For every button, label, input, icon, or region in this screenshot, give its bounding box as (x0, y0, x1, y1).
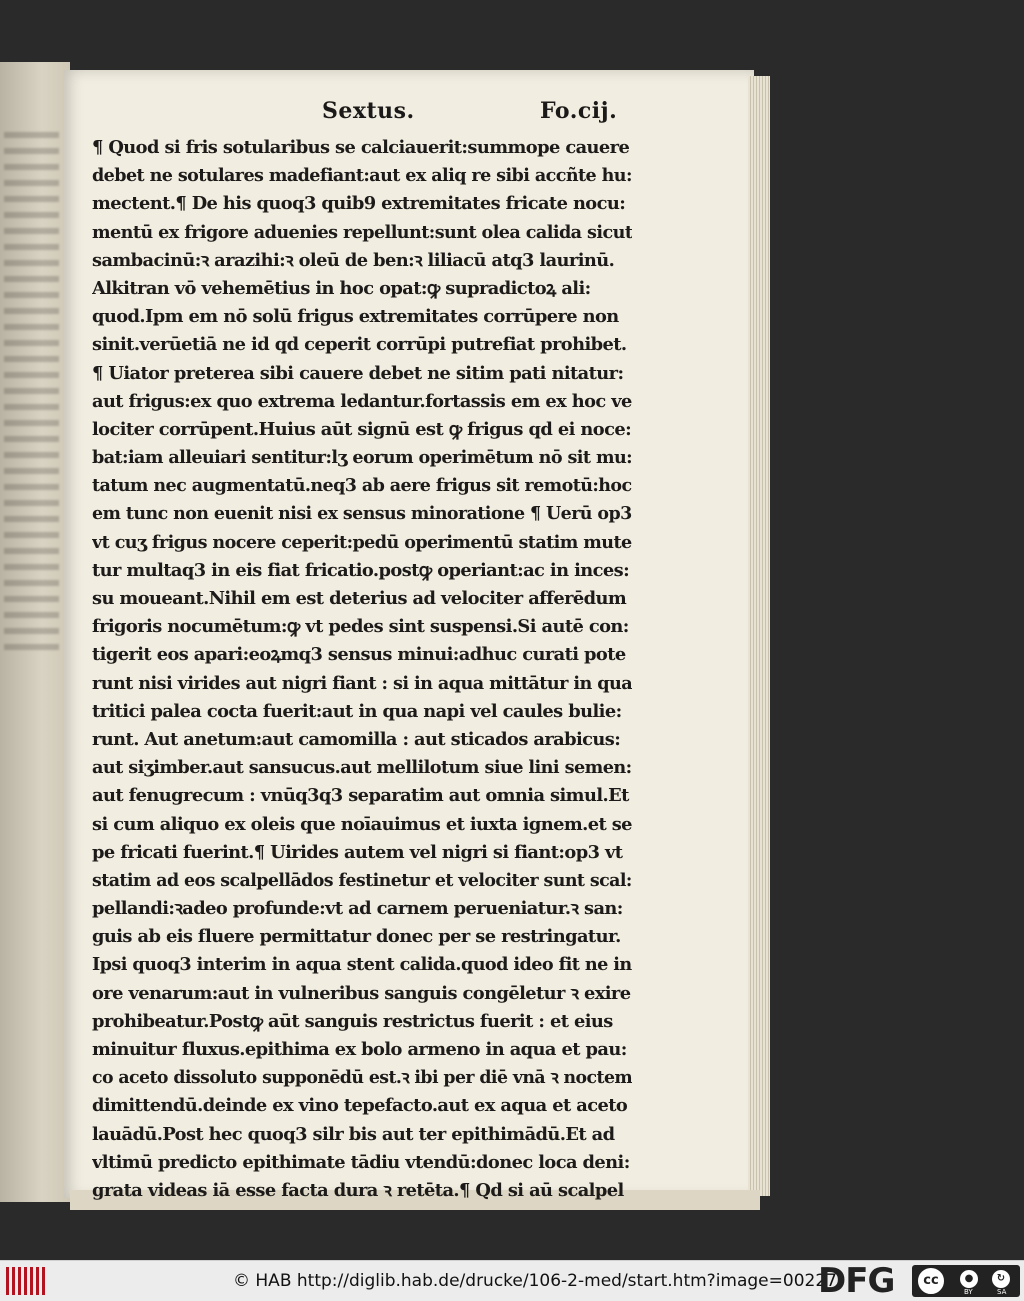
text-line: prohibeatur.Postꝙ aūt sanguis restrictus fuerit : et eius (92, 1010, 613, 1032)
cc-sa-label: SA (997, 1288, 1007, 1296)
text-line: aut frigus:ex quo extrema ledantur.fortassis em ex hoc ve (92, 390, 632, 412)
text-line: ¶ Uiator preterea sibi cauere debet ne sitim pati nitatur: (92, 362, 624, 384)
cc-icon: cc (916, 1266, 946, 1296)
copyright-link[interactable]: © HAB http://diglib.hab.de/drucke/106-2-med/start.htm?image=00227 (233, 1271, 837, 1291)
text-line: guis ab eis fluere permittatur donec per se restringatur. (92, 926, 621, 948)
text-line: Alkitran vō vehemētius in hoc opat:ꝙ supradictoꝝ ali: (92, 277, 591, 299)
dfg-logo[interactable]: DFG (818, 1261, 895, 1301)
text-line: runt nisi virides aut nigri fiant : si in aqua mittātur in qua (92, 672, 632, 694)
share-alike-icon: ↻ (990, 1268, 1012, 1290)
text-line: em tunc non euenit nisi ex sensus minoratione ¶ Uerū op3 (92, 503, 632, 525)
text-block (92, 134, 637, 1205)
text-line: tur multaq3 in eis fiat fricatio.postꝙ operiant:ac in inces: (92, 559, 630, 581)
text-line: statim ad eos scalpellādos festinetur et velociter sunt scal: (92, 869, 632, 891)
hab-logo[interactable] (6, 1267, 46, 1295)
text-line: vt cuʒ frigus nocere ceperit:pedū operimentū statim mute (92, 531, 632, 553)
facing-page-bleed-through (4, 132, 59, 652)
cc-by-label: BY (964, 1288, 973, 1296)
text-line: pe fricati fuerint.¶ Uirides autem vel nigri si fiant:op3 vt (92, 841, 623, 863)
cc-license-badge[interactable] (912, 1265, 1020, 1297)
text-line: mectent.¶ De his quoq3 quib9 extremitates fricate nocu: (92, 193, 626, 215)
text-line: tigerit eos apari:eoꝝmq3 sensus minui:adhuc curati pote (92, 644, 626, 666)
text-line: pellandi:ꝛadeo profunde:vt ad carnem perueniatur.ꝛ san: (92, 898, 623, 920)
running-head: Sextus. (322, 98, 415, 124)
text-line: bat:iam alleuiari sentitur:lʒ eorum operimētum nō sit mu: (92, 447, 632, 469)
text-line: co aceto dissoluto supponēdū est.ꝛ ibi per diē vnā ꝛ noctem (92, 1067, 632, 1089)
text-line: sinit.verūetiā ne id qd ceperit corrūpi putrefiat prohibet. (92, 334, 627, 356)
text-line: vltimū predicto epithimate tādiu vtendū:donec loca deni: (92, 1151, 630, 1173)
text-line: Ipsi quoq3 interim in aqua stent calida.quod ideo fit ne in (92, 954, 632, 976)
text-line: grata videas iā esse facta dura ꝛ retēta.¶ Qd si aū scalpel (92, 1179, 624, 1201)
viewer-footer (0, 1260, 1024, 1301)
text-line: aut siʒimber.aut sansucus.aut mellilotum siue lini semen: (92, 757, 632, 779)
facing-page-edge (0, 62, 70, 1202)
text-line: tritici palea cocta fuerit:aut in qua napi vel caules bulie: (92, 700, 622, 722)
text-line: debet ne sotulares madefiant:aut ex aliq re sibi accñte hu: (92, 165, 632, 187)
text-line: sambacinū:ꝛ arazihi:ꝛ oleū de ben:ꝛ liliacū atq3 laurinū. (92, 249, 615, 271)
text-line: ¶ Quod si fris sotularibus se calciauerit:summope cauere (92, 137, 630, 158)
text-line: frigoris nocumētum:ꝙ vt pedes sint suspensi.Si autē con: (92, 616, 629, 638)
text-line: tatum nec augmentatū.neq3 ab aere frigus sit remotū:hoc (92, 475, 632, 497)
text-line: su moueant.Nihil em est deterius ad velociter afferēdum (92, 588, 627, 609)
page-stack-edge (748, 76, 770, 1196)
text-line: quod.Ipm em nō solū frigus extremitates corrūpere non (92, 306, 619, 328)
folio-number: Fo.cij. (540, 98, 618, 124)
text-line: dimittendū.deinde ex vino tepefacto.aut ex aqua et aceto (92, 1095, 628, 1117)
text-line: aut fenugrecum : vnūq3q3 separatim aut omnia simul.Et (92, 785, 629, 807)
text-line: ore venarum:aut in vulneribus sanguis congēletur ꝛ exire (92, 982, 631, 1004)
text-line: lociter corrūpent.Huius aūt signū est ꝙ frigus qd ei noce: (92, 418, 632, 440)
text-line: si cum aliquo ex oleis que noīauimus et iuxta ignem.et se (92, 813, 632, 835)
by-attribution-icon: ● (958, 1268, 980, 1290)
text-line: lauādū.Post hec quoq3 silr bis aut ter epithimādū.Et ad (92, 1123, 615, 1145)
text-line: minuitur fluxus.epithima ex bolo armeno in aqua et pau: (92, 1039, 627, 1060)
text-line: mentū ex frigore aduenies repellunt:sunt olea calida sicut (92, 221, 632, 243)
text-line: runt. Aut anetum:aut camomilla : aut sticados arabicus: (92, 728, 621, 750)
